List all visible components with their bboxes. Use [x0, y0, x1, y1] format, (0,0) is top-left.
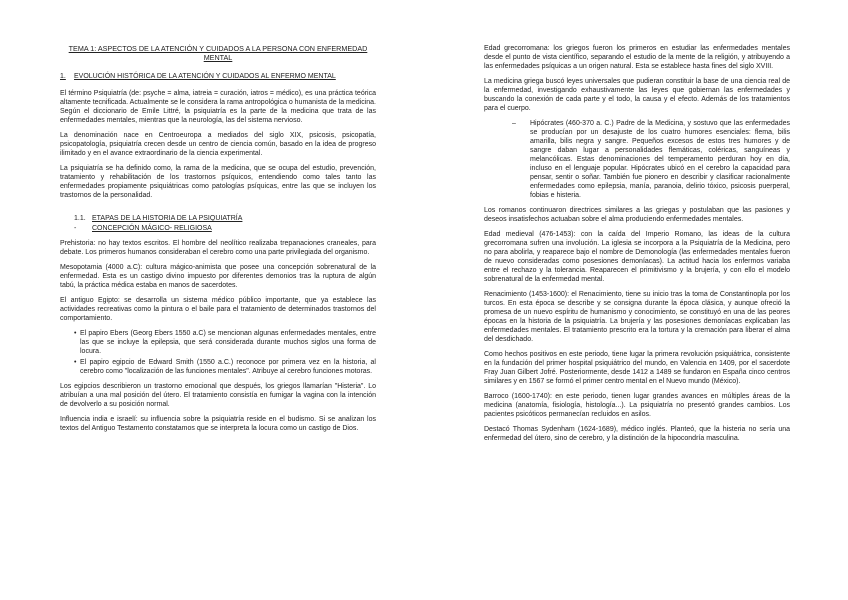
bullet-icon: • [74, 359, 77, 366]
subsection-heading [74, 214, 376, 233]
bullet-list [484, 119, 790, 200]
paragraph: Destacó Thomas Sydenham (1624-1689), médico inglés. Planteó, que la histeria no sería una enfermedad del útero, sino de cerebro, y la distinción de la hipocondría masculina. [484, 426, 790, 442]
document-title: TEMA 1: ASPECTOS DE LA ATENCIÓN Y CUIDADOS A LA PERSONA CON ENFERMEDAD MENTAL [68, 44, 368, 62]
paragraph: La denominación nace en Centroeuropa a mediados del siglo XIX, psicosis, psicopatía, psicopatología, psiquiatría crecen desde un centro de ciencia común, basado en la idea de progreso ilimitado y en el avance extraordinario de la ciencia experimental. [60, 132, 376, 157]
paragraph: Mesopotamia (4000 a.C): cultura mágico-animista que posee una concepción sobrenatural de la enfermedad. Esta es un castigo divino impuesto por diferentes demonios tras la ruptura de algún tabú, la práctica médica estaba en manos de sacerdotes. [60, 264, 376, 289]
paragraph: El término Psiquiatría (de: psyche = alma, iatreia = curación, iatros = médico), es una práctica teórica altamente tecnificada. Actualmente se le considera la rama antropológica o humanista de la medicina. Según el diccionario de Emile Littré, la psiquiatría es la parte de la medicina que trata de las enfermedades mentales, mientras que la neurología, las del sistema nervioso. [60, 90, 376, 124]
paragraph: Renacimiento (1453-1600): el Renacimiento, tiene su inicio tras la toma de Constantinopla por los turcos. En esta época se describe y se consigna durante la época clásica, y aunque ofreció la promesa de un nuevo espíritu de humanismo y conocimiento, se constituyó en una de las peores épocas en la historia de la psiquiatría. La brujería y las posesiones demoníacas explicaban las enfermedades mentales. El tratamiento prescrito era la tortura y la cremación para liberar el alma del desdichado. [484, 291, 790, 343]
paragraph: Los romanos continuaron directrices similares a las griegas y postulaban que las pasiones y deseos insatisfechos actuaban sobre el alma produciendo enfermedades mentales. [484, 207, 790, 223]
paragraph: Los egipcios describieron un trastorno emocional que después, los griegos llamarían "Histeria". Lo atribuían a una mal posición del útero. El tratamiento consistía en fumigar la vagina con la intención de devolverlo a su posición normal. [60, 383, 376, 408]
paragraph: Edad grecorromana: los griegos fueron los primeros en estudiar las enfermedades mentales desde el punto de vista científico, separando el estudio de la mente de la religión, y atribuyendo a las enfermedades psíquicas a un origen natural. Esta se establece hasta fines del siglo XVIII. [484, 45, 790, 70]
paragraph: Como hechos positivos en este periodo, tiene lugar la primera revolución psiquiátrica, consistente en la fundación del primer hospital psiquiátrico del mundo, en Valencia en 1409, por el sacerdote Fray Juan Gilbert Jofré. Posteriormente, desde 1412 a 1489 se fundaron en España cinco centros similares y en 1567 se formó el primer centro mental en el Nuevo mundo (México). [484, 351, 790, 385]
paragraph: Prehistoria: no hay textos escritos. El hombre del neolítico realizaba trepanaciones craneales, para debate. Los primeros humanos consideraban el cerebro como una parte privilegiada del organismo. [60, 240, 376, 256]
list-item: – Hipócrates (460-370 a. C.) Padre de la Medicina, y sostuvo que las enfermedades se producían por un desajuste de los cuatro humores esenciales: flema, bilis amarilla, bilis negra y sangre. Pequeños excesos de estos tres humores y de sangre daban lugar a personalidades flemáticas, coléricas, sanguíneas y melancólicas. Estas denominaciones del temperamento perduran hoy en día, incluso en el lenguaje popular. Hipócrates ubicó en el cerebro la capacidad para pensar, sentir o soñar. También fue pionero en describir y clasificar racionalmente enfermedades como epilepsia, manía, paranoia, delirio tóxico, psicosis puerperal, fobias e histeria. [498, 119, 790, 200]
list-item: • El papiro egipcio de Edward Smith (1550 a.C.) reconoce por primera vez en la historia, al cerebro como "localización de las funciones mentales". Atribuye al cerebro funciones motoras. [60, 358, 376, 376]
paragraph: La medicina griega buscó leyes universales que pudieran constituir la base de una ciencia real de la enfermedad, investigando exhaustivamente las leyes que gobiernan las enfermedades y buscando la conexión de cada parte y el todo, la causa y el efecto. Además de los tratamientos para el cuerpo. [484, 78, 790, 112]
paragraph: El antiguo Egipto: se desarrolla un sistema médico público importante, que ya establece las actividades recreativas como la pintura o el baile para el tratamiento de determinados trastornos del comportamiento. [60, 297, 376, 322]
paragraph: Edad medieval (476-1453): con la caída del Imperio Romano, las ideas de la cultura grecorromana sufren una involución. La iglesia se incorpora a la Psiquiatría de la Medicina, pero no para abolirla, y reaparece bajo el nombre de Demonología (las enfermedades mentales fueron de nuevo consideradas como posesiones demoníacas). La actitud hacia los enfermos variaba entre el rechazo y la tolerancia. Reaparecen el primitivismo y la brujería, y con ello el modelo sobrenatural de la enfermedad mental. [484, 231, 790, 283]
paragraph: Barroco (1600-1740): en este periodo, tienen lugar grandes avances en múltiples áreas de la medicina (anatomía, fisiología, histología...). La psiquiatría no presentó grandes cambios. Los pacientes psicóticos permanecían recluidos en asilos. [484, 393, 790, 418]
bullet-icon: • [74, 330, 77, 337]
subsection-number: 1.1. [74, 215, 86, 222]
section-heading [60, 72, 376, 81]
list-item: • El papiro Ebers (Georg Ebers 1550 a.C) se mencionan algunas enfermedades mentales, entre las que se incluye la epilepsia, que será considerada durante muchos siglos una forma de locura. [60, 329, 376, 356]
section-number: 1. [60, 73, 66, 80]
dash-marker: - [74, 225, 77, 232]
bullet-list [60, 329, 376, 376]
subsection-item: CONCEPCIÓN MÁGICO- RELIGIOSA [92, 225, 212, 232]
right-column [484, 44, 790, 449]
left-column [60, 44, 376, 439]
section-title: EVOLUCIÓN HISTÓRICA DE LA ATENCIÓN Y CUIDADOS AL ENFERMO MENTAL [74, 73, 336, 80]
dash-icon: – [512, 120, 516, 127]
paragraph: La psiquiatría se ha definido como, la rama de la medicina, que se ocupa del estudio, prevención, tratamiento y rehabilitación de los trastornos psíquicos, entendiendo como tales tanto las enfermedades propiamente psiquiátricas como patologías psíquicas, entre las que se incluyen los trastornos de la personalidad. [60, 165, 376, 199]
subsection-title: ETAPAS DE LA HISTORIA DE LA PSIQUIATRÍA [92, 215, 243, 222]
paragraph: Influencia india e israelí: su influencia sobre la psiquiatría reside en el budismo. Si se analizan los textos del Antiguo Testamento constatamos que se interpreta la locura como un castigo de Dios. [60, 416, 376, 432]
